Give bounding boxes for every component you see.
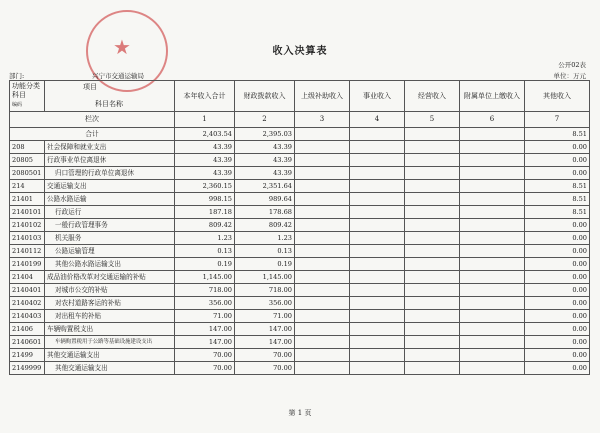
row-name: 对城市公交的补贴 [45, 284, 175, 297]
table-row [10, 193, 590, 206]
row-c1: 0.13 [175, 245, 235, 258]
row-name: 公路水路运输 [45, 193, 175, 206]
row-c7: 8.51 [525, 206, 590, 219]
row-c2: 147.00 [235, 336, 295, 349]
table-row [10, 180, 590, 193]
row-name: 成品油价格改革对交通运输的补贴 [45, 271, 175, 284]
row-c2: 2,351.64 [235, 180, 295, 193]
unit-label: 单位：万元 [553, 72, 586, 80]
department-name: 兴宁市交通运输局 [92, 72, 144, 80]
row-name: 车辆购置税支出 [45, 323, 175, 336]
row-c7: 0.00 [525, 336, 590, 349]
row-c1: 147.00 [175, 336, 235, 349]
row-c7: 0.00 [525, 323, 590, 336]
row-c1: 43.39 [175, 167, 235, 180]
table-row [10, 362, 590, 375]
income-table [9, 80, 590, 375]
row-c7: 0.00 [525, 141, 590, 154]
row-name: 对农村道路客运的补贴 [45, 297, 175, 310]
row-c2: 0.13 [235, 245, 295, 258]
row-c2: 989.64 [235, 193, 295, 206]
row-c1: 1.23 [175, 232, 235, 245]
row-code: 21401 [10, 193, 45, 206]
table-row [10, 284, 590, 297]
row-c1: 2,360.15 [175, 180, 235, 193]
row-code: 2140402 [10, 297, 45, 310]
total-c2: 2,395.03 [235, 128, 295, 141]
row-name: 对出租车的补贴 [45, 310, 175, 323]
row-c2: 147.00 [235, 323, 295, 336]
row-c2: 1.23 [235, 232, 295, 245]
row-name: 公路运输管理 [45, 245, 175, 258]
row-name: 其他交通运输支出 [45, 349, 175, 362]
row-c7: 0.00 [525, 362, 590, 375]
row-code: 2149999 [10, 362, 45, 375]
row-c1: 147.00 [175, 323, 235, 336]
row-code: 2140601 [10, 336, 45, 349]
row-c1: 809.42 [175, 219, 235, 232]
code-label: 编码 [12, 102, 23, 108]
num-4: 4 [350, 112, 405, 128]
row-c1: 43.39 [175, 141, 235, 154]
row-c2: 178.68 [235, 206, 295, 219]
row-name: 一般行政管理事务 [45, 219, 175, 232]
table-row [10, 349, 590, 362]
row-code: 2140103 [10, 232, 45, 245]
row-c2: 356.00 [235, 297, 295, 310]
row-c2: 718.00 [235, 284, 295, 297]
table-row [10, 297, 590, 310]
total-row [10, 128, 590, 141]
row-name: 行政事业单位离退休 [45, 154, 175, 167]
table-row [10, 310, 590, 323]
row-c1: 998.15 [175, 193, 235, 206]
row-c7: 0.00 [525, 232, 590, 245]
header-col6: 附属单位上缴收入 [460, 81, 525, 112]
table-row [10, 141, 590, 154]
row-c7: 0.00 [525, 219, 590, 232]
seal-star-icon: ★ [113, 35, 131, 59]
table-row [10, 245, 590, 258]
row-code: 214 [10, 180, 45, 193]
header-col7: 其他收入 [525, 81, 590, 112]
row-c1: 356.00 [175, 297, 235, 310]
header-col5: 经营收入 [405, 81, 460, 112]
row-c1: 1,145.00 [175, 271, 235, 284]
row-code: 2140101 [10, 206, 45, 219]
num-6: 6 [460, 112, 525, 128]
row-code: 21406 [10, 323, 45, 336]
table-row [10, 323, 590, 336]
num-2: 2 [235, 112, 295, 128]
row-c7: 0.00 [525, 297, 590, 310]
row-c7: 8.51 [525, 193, 590, 206]
row-code: 21499 [10, 349, 45, 362]
table-row [10, 219, 590, 232]
table-row [10, 232, 590, 245]
header-col3: 上级补助收入 [295, 81, 350, 112]
row-c7: 0.00 [525, 284, 590, 297]
row-c1: 71.00 [175, 310, 235, 323]
row-col-label: 栏次 [10, 112, 175, 128]
table-row [10, 206, 590, 219]
row-c2: 43.39 [235, 141, 295, 154]
row-c1: 70.00 [175, 349, 235, 362]
row-c1: 718.00 [175, 284, 235, 297]
row-code: 2140112 [10, 245, 45, 258]
row-c7: 0.00 [525, 349, 590, 362]
num-7: 7 [525, 112, 590, 128]
department-label: 部门: [9, 72, 25, 80]
row-c1: 43.39 [175, 154, 235, 167]
row-name: 交通运输支出 [45, 180, 175, 193]
item-label: 项目 [83, 83, 97, 91]
row-code: 2080501 [10, 167, 45, 180]
row-name: 行政运行 [45, 206, 175, 219]
header-col1: 本年收入合计 [175, 81, 235, 112]
row-c1: 0.19 [175, 258, 235, 271]
row-code: 2140401 [10, 284, 45, 297]
row-code: 208 [10, 141, 45, 154]
total-c7: 8.51 [525, 128, 590, 141]
form-number: 公开02表 [558, 61, 586, 69]
row-c2: 71.00 [235, 310, 295, 323]
row-name: 机关服务 [45, 232, 175, 245]
table-row [10, 271, 590, 284]
row-code: 21404 [10, 271, 45, 284]
row-c1: 187.18 [175, 206, 235, 219]
row-c7: 0.00 [525, 154, 590, 167]
page-footer: 第 1 页 [288, 409, 312, 417]
subject-name-label: 科目名称 [95, 100, 123, 108]
row-c2: 1,145.00 [235, 271, 295, 284]
row-code: 2140199 [10, 258, 45, 271]
row-code: 20805 [10, 154, 45, 167]
row-c7: 8.51 [525, 180, 590, 193]
row-c7: 0.00 [525, 310, 590, 323]
row-c7: 0.00 [525, 258, 590, 271]
row-c1: 70.00 [175, 362, 235, 375]
table-row [10, 258, 590, 271]
row-c2: 0.19 [235, 258, 295, 271]
row-c2: 809.42 [235, 219, 295, 232]
num-5: 5 [405, 112, 460, 128]
num-3: 3 [295, 112, 350, 128]
row-c2: 70.00 [235, 349, 295, 362]
total-c1: 2,403.54 [175, 128, 235, 141]
row-c7: 0.00 [525, 167, 590, 180]
header-func-code [10, 81, 45, 112]
row-c7: 0.00 [525, 245, 590, 258]
row-name: 社会保障和就业支出 [45, 141, 175, 154]
total-label: 合计 [10, 128, 175, 141]
num-1: 1 [175, 112, 235, 128]
func-code-label: 功能分类科目 [12, 82, 40, 99]
row-name: 其他公路水路运输支出 [45, 258, 175, 271]
header-col4: 事业收入 [350, 81, 405, 112]
row-number-row [10, 112, 590, 128]
row-name: 车辆购置税用于公路等基础设施建设支出 [45, 336, 175, 349]
row-name: 归口管理的行政单位离退休 [45, 167, 175, 180]
row-name: 其他交通运输支出 [45, 362, 175, 375]
table-row [10, 336, 590, 349]
table-row [10, 154, 590, 167]
row-c2: 70.00 [235, 362, 295, 375]
row-code: 2140102 [10, 219, 45, 232]
row-c2: 43.39 [235, 154, 295, 167]
header-col2: 财政拨款收入 [235, 81, 295, 112]
row-code: 2140403 [10, 310, 45, 323]
table-row [10, 167, 590, 180]
page-title: 收入决算表 [272, 46, 328, 57]
header-subject [45, 81, 175, 112]
row-c2: 43.39 [235, 167, 295, 180]
row-c7: 0.00 [525, 271, 590, 284]
